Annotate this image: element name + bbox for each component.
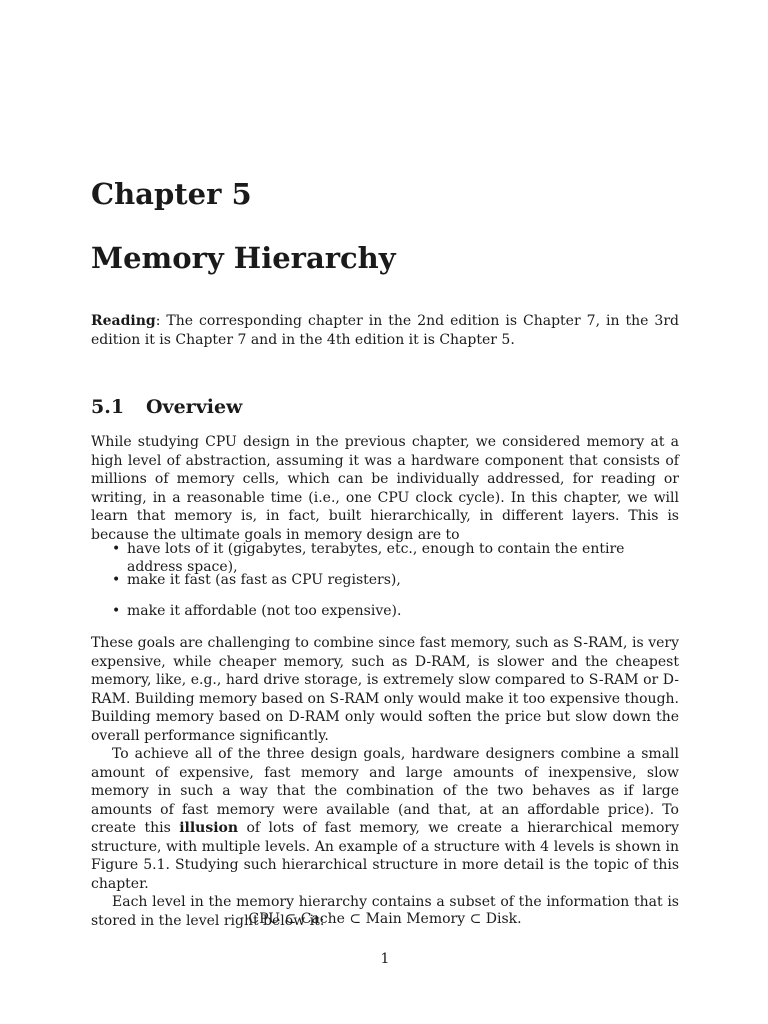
page-number: 1 — [380, 951, 390, 967]
chapter-label: Chapter 5 — [91, 177, 252, 211]
list-item — [91, 571, 679, 602]
design-goals-list — [91, 540, 679, 633]
chapter-title: Memory Hierarchy — [91, 241, 396, 275]
document-page — [91, 0, 679, 1024]
list-item-text: make it fast (as fast as CPU registers), — [127, 572, 401, 588]
list-item-text: make it affordable (not too expensive). — [127, 603, 402, 619]
reading-note — [91, 312, 679, 350]
overview-intro — [91, 433, 679, 544]
reading-text: : The corresponding chapter in the 2nd edition is Chapter 7, in the 3rd edition it is Chapter 7 and in the 4th edition it is Chapter 5. — [91, 313, 679, 348]
illusion-term: illusion — [179, 820, 239, 836]
bullet-icon: • — [112, 541, 121, 557]
list-item — [91, 602, 679, 633]
paragraph-illusion-end: of lots of fast memory, we create a hierarchical memory structure, with multiple levels. An example of a structure with 4 levels is shown in Figure 5.1. Studying such hierarchical structure in more detail is the topic of this chapter. — [91, 820, 680, 892]
section-title: Overview — [146, 396, 243, 418]
paragraph-illusion — [91, 745, 679, 893]
paragraph-subset: Each level in the memory hierarchy contains a subset of the information that is stored in the level right below it: — [91, 894, 679, 929]
section-number: 5.1 — [91, 396, 125, 418]
paragraph-goals-challenge: These goals are challenging to combine since fast memory, such as S-RAM, is very expensive, while cheaper memory, such as D-RAM, is slower and the cheapest memory, like, e.g., hard drive storage, is extremely slow compared to S-RAM or D-RAM. Building memory based on S-RAM only would make it too expensive though. Building memory based on D-RAM only would soften the price but slow down the overall performance significantly. — [91, 635, 679, 744]
bullet-icon: • — [112, 603, 121, 619]
overview-body — [91, 634, 679, 930]
list-item-text: have lots of it (gigabytes, terabytes, etc., enough to contain the entire address space), — [127, 541, 625, 575]
bullet-icon: • — [112, 572, 121, 588]
reading-label: Reading — [91, 313, 156, 329]
hierarchy-formula: CPU ⊂ Cache ⊂ Main Memory ⊂ Disk. — [248, 911, 522, 927]
section-heading — [91, 394, 242, 420]
list-item — [91, 540, 679, 575]
paragraph-intro: While studying CPU design in the previous chapter, we considered memory at a high level of abstraction, assuming it was a hardware component that consists of millions of memory cells, which can be individually addressed, for reading or writing, in a reasonable time (i.e., one CPU clock cycle). In this chapter, we will learn that memory is, in fact, built hierarchically, in different layers. This is because the ultimate goals in memory design are to — [91, 434, 679, 543]
paragraph-illusion-start: To achieve all of the three design goals, hardware designers combine a small amount of expensive, fast memory and large amounts of inexpensive, slow memory in such a way that the combination of the two behaves as if large amounts of fast memory were available (and that, at an affordable price). To create this — [91, 746, 679, 836]
